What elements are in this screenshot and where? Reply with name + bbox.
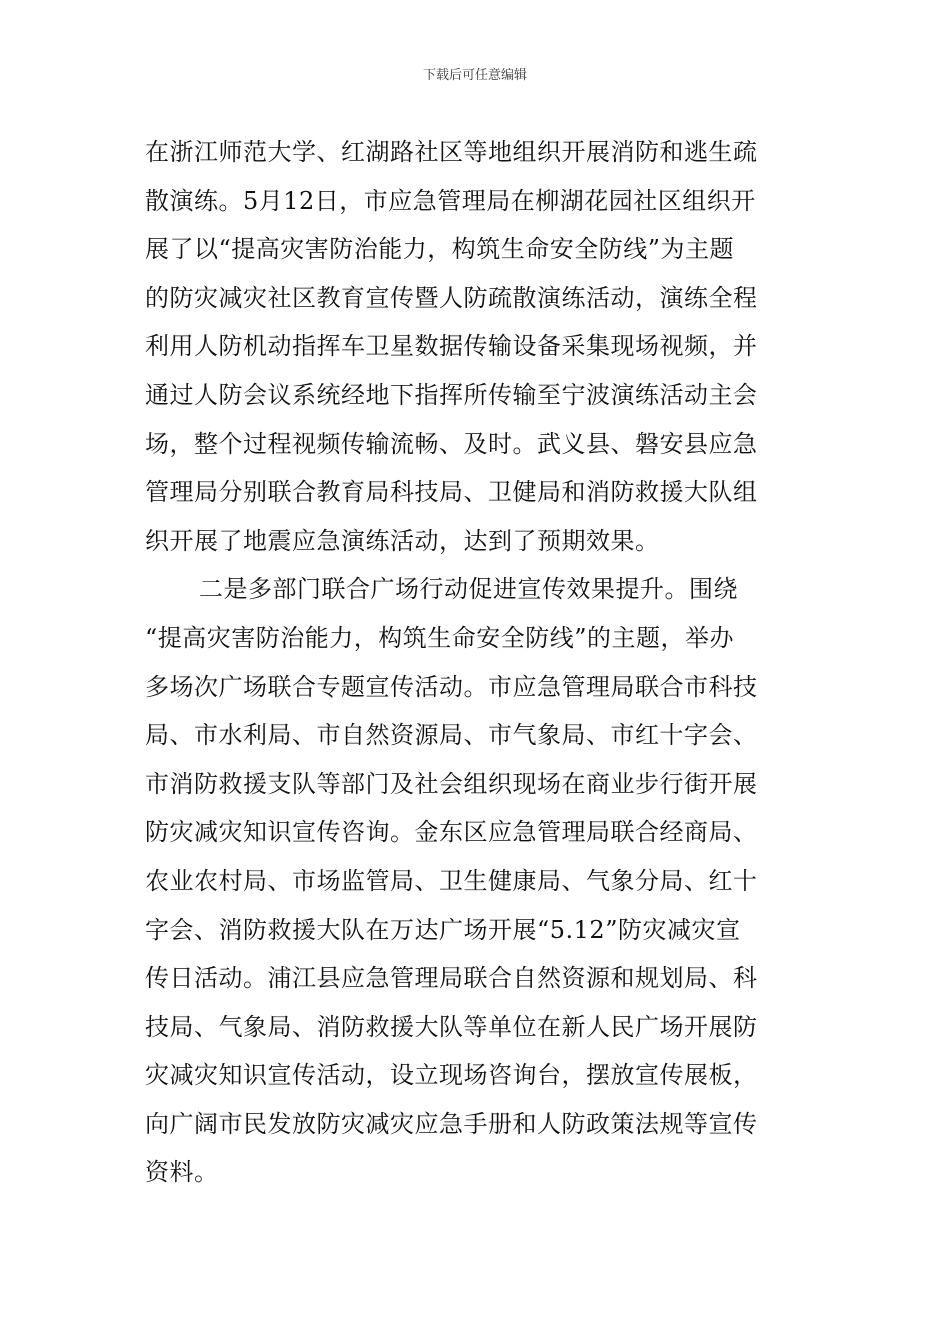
text-line: 灾减灾知识宣传活动，设立现场咨询台，摆放宣传展板，	[145, 1061, 758, 1090]
text-line: 织开展了地震应急演练活动，达到了预期效果。	[145, 526, 660, 555]
document-body	[145, 128, 807, 1197]
text-line: 字会、消防救援大队在万达广场开展“5.12”防灾减灾宣	[145, 915, 741, 944]
text-line: 通过人防会议系统经地下指挥所传输至宁波演练活动主会	[145, 380, 758, 409]
text-line: 展了以“提高灾害防治能力，构筑生命安全防线”为主题	[145, 235, 735, 264]
text-line: 防灾减灾知识宣传咨询。金东区应急管理局联合经商局、	[145, 818, 758, 847]
text-line: 管理局分别联合教育局科技局、卫健局和消防救援大队组	[145, 478, 758, 507]
text-line: 市消防救援支队等部门及社会组织现场在商业步行街开展	[145, 769, 758, 798]
page-header-note: 下载后可任意编辑	[422, 68, 527, 83]
text-line: 局、市水利局、市自然资源局、市气象局、市红十字会、	[145, 721, 758, 750]
paragraph-2	[145, 565, 807, 1197]
paragraph-1	[145, 128, 807, 565]
text-line: 多场次广场联合专题宣传活动。市应急管理局联合市科技	[145, 672, 758, 701]
text-line: 向广阔市民发放防灾减灾应急手册和人防政策法规等宣传	[145, 1109, 758, 1138]
text-line: “提高灾害防治能力，构筑生命安全防线”的主题，举办	[145, 623, 735, 652]
text-line: 农业农村局、市场监管局、卫生健康局、气象分局、红十	[145, 866, 758, 895]
text-line: 在浙江师范大学、红湖路社区等地组织开展消防和逃生疏	[145, 138, 758, 166]
text-line: 利用人防机动指挥车卫星数据传输设备采集现场视频，并	[145, 332, 758, 361]
text-line-indented: 二是多部门联合广场行动促进宣传效果提升。围绕	[199, 575, 738, 604]
text-line: 资料。	[145, 1158, 219, 1187]
text-line: 传日活动。浦江县应急管理局联合自然资源和规划局、科	[145, 964, 758, 993]
text-line: 散演练。5月12日，市应急管理局在柳湖花园社区组织开	[145, 186, 756, 215]
text-line: 场，整个过程视频传输流畅、及时。武义县、磐安县应急	[145, 429, 758, 458]
text-line: 技局、气象局、消防救援大队等单位在新人民广场开展防	[145, 1012, 758, 1041]
text-line: 的防灾减灾社区教育宣传暨人防疏散演练活动，演练全程	[145, 283, 758, 312]
